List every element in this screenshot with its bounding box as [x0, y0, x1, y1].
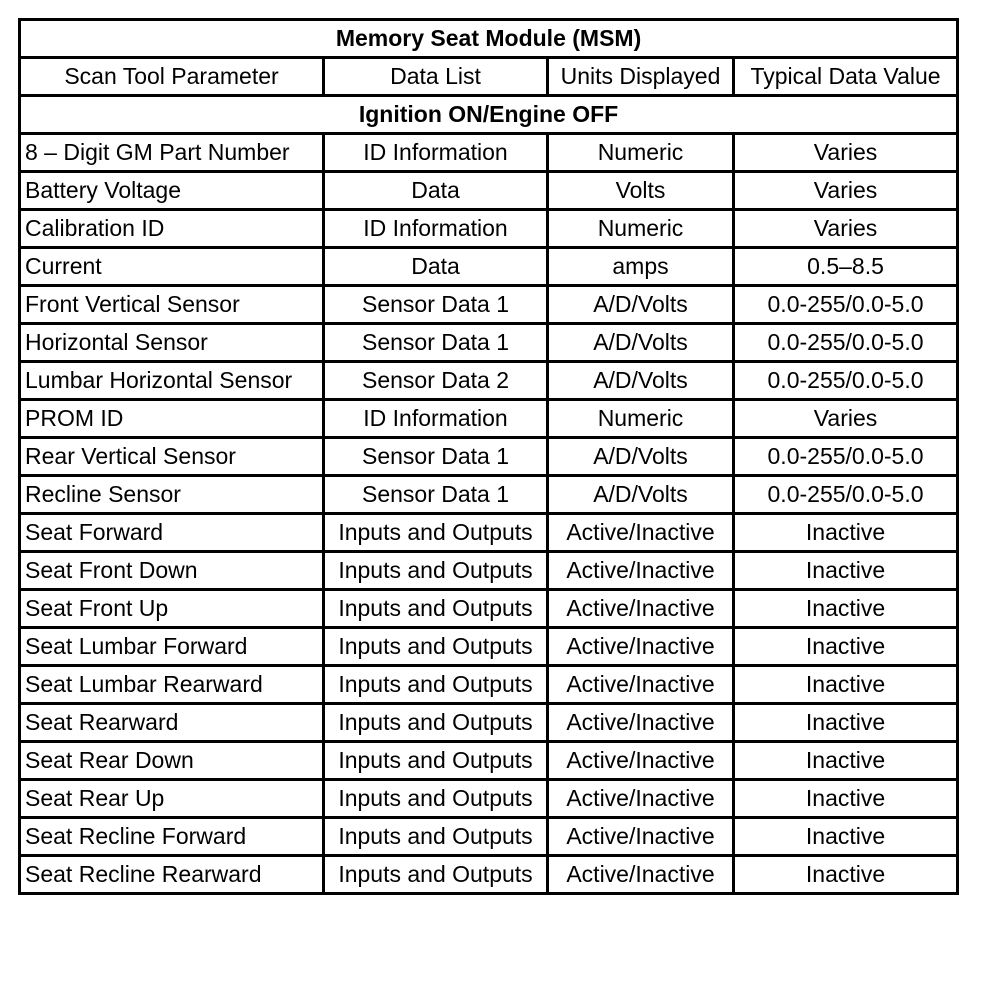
table-row — [20, 552, 958, 590]
cell-scan-tool-parameter: Seat Forward — [20, 514, 324, 552]
header-row — [20, 58, 958, 96]
cell-data-list: Sensor Data 1 — [324, 286, 548, 324]
cell-data-list: ID Information — [324, 134, 548, 172]
cell-typical-data-value: Inactive — [734, 704, 958, 742]
cell-scan-tool-parameter: Seat Front Up — [20, 590, 324, 628]
cell-typical-data-value: Inactive — [734, 856, 958, 894]
cell-units-displayed: Active/Inactive — [548, 590, 734, 628]
table-row — [20, 590, 958, 628]
table-body — [20, 96, 958, 894]
cell-units-displayed: Numeric — [548, 134, 734, 172]
cell-typical-data-value: Varies — [734, 172, 958, 210]
cell-data-list: Inputs and Outputs — [324, 780, 548, 818]
cell-scan-tool-parameter: Current — [20, 248, 324, 286]
cell-data-list: Sensor Data 1 — [324, 324, 548, 362]
cell-typical-data-value: 0.0-255/0.0-5.0 — [734, 476, 958, 514]
memory-seat-module-table — [18, 18, 959, 895]
cell-typical-data-value: Inactive — [734, 818, 958, 856]
cell-units-displayed: Active/Inactive — [548, 856, 734, 894]
cell-typical-data-value: 0.0-255/0.0-5.0 — [734, 362, 958, 400]
cell-units-displayed: Active/Inactive — [548, 818, 734, 856]
table-title: Memory Seat Module (MSM) — [20, 20, 958, 58]
cell-data-list: Inputs and Outputs — [324, 552, 548, 590]
cell-scan-tool-parameter: Lumbar Horizontal Sensor — [20, 362, 324, 400]
cell-scan-tool-parameter: Seat Rear Down — [20, 742, 324, 780]
cell-scan-tool-parameter: Rear Vertical Sensor — [20, 438, 324, 476]
cell-typical-data-value: Inactive — [734, 552, 958, 590]
cell-data-list: Inputs and Outputs — [324, 514, 548, 552]
section-heading: Ignition ON/Engine OFF — [20, 96, 958, 134]
table-row — [20, 362, 958, 400]
cell-data-list: ID Information — [324, 400, 548, 438]
cell-typical-data-value: 0.5–8.5 — [734, 248, 958, 286]
table-row — [20, 818, 958, 856]
cell-scan-tool-parameter: Seat Rearward — [20, 704, 324, 742]
cell-typical-data-value: 0.0-255/0.0-5.0 — [734, 324, 958, 362]
cell-scan-tool-parameter: Seat Recline Forward — [20, 818, 324, 856]
cell-typical-data-value: Inactive — [734, 514, 958, 552]
table-row — [20, 400, 958, 438]
cell-data-list: Inputs and Outputs — [324, 856, 548, 894]
cell-units-displayed: Numeric — [548, 210, 734, 248]
header-scan-tool-parameter: Scan Tool Parameter — [20, 58, 324, 96]
cell-units-displayed: A/D/Volts — [548, 476, 734, 514]
cell-units-displayed: Active/Inactive — [548, 704, 734, 742]
cell-units-displayed: A/D/Volts — [548, 286, 734, 324]
cell-typical-data-value: Inactive — [734, 628, 958, 666]
cell-typical-data-value: Varies — [734, 400, 958, 438]
cell-units-displayed: Active/Inactive — [548, 628, 734, 666]
cell-data-list: Sensor Data 1 — [324, 476, 548, 514]
table-row — [20, 172, 958, 210]
cell-data-list: Inputs and Outputs — [324, 590, 548, 628]
table-row — [20, 476, 958, 514]
cell-scan-tool-parameter: PROM ID — [20, 400, 324, 438]
header-typical-data-value: Typical Data Value — [734, 58, 958, 96]
cell-units-displayed: Numeric — [548, 400, 734, 438]
table-row — [20, 666, 958, 704]
cell-units-displayed: A/D/Volts — [548, 362, 734, 400]
cell-units-displayed: Active/Inactive — [548, 666, 734, 704]
cell-scan-tool-parameter: Seat Front Down — [20, 552, 324, 590]
cell-scan-tool-parameter: Seat Rear Up — [20, 780, 324, 818]
cell-data-list: Inputs and Outputs — [324, 818, 548, 856]
cell-data-list: Inputs and Outputs — [324, 666, 548, 704]
cell-units-displayed: A/D/Volts — [548, 438, 734, 476]
cell-units-displayed: Active/Inactive — [548, 514, 734, 552]
cell-data-list: Inputs and Outputs — [324, 628, 548, 666]
cell-scan-tool-parameter: 8 – Digit GM Part Number — [20, 134, 324, 172]
cell-scan-tool-parameter: Front Vertical Sensor — [20, 286, 324, 324]
cell-typical-data-value: Inactive — [734, 590, 958, 628]
cell-units-displayed: amps — [548, 248, 734, 286]
title-row — [20, 20, 958, 58]
cell-scan-tool-parameter: Calibration ID — [20, 210, 324, 248]
cell-scan-tool-parameter: Seat Lumbar Rearward — [20, 666, 324, 704]
cell-data-list: Sensor Data 1 — [324, 438, 548, 476]
header-units-displayed: Units Displayed — [548, 58, 734, 96]
cell-data-list: Inputs and Outputs — [324, 704, 548, 742]
table-row — [20, 286, 958, 324]
cell-units-displayed: Active/Inactive — [548, 552, 734, 590]
cell-typical-data-value: 0.0-255/0.0-5.0 — [734, 438, 958, 476]
table-row — [20, 780, 958, 818]
cell-scan-tool-parameter: Recline Sensor — [20, 476, 324, 514]
table-row — [20, 438, 958, 476]
header-data-list: Data List — [324, 58, 548, 96]
cell-units-displayed: Active/Inactive — [548, 780, 734, 818]
cell-data-list: Data — [324, 172, 548, 210]
cell-scan-tool-parameter: Seat Lumbar Forward — [20, 628, 324, 666]
cell-data-list: Data — [324, 248, 548, 286]
cell-typical-data-value: Inactive — [734, 780, 958, 818]
table-row — [20, 210, 958, 248]
cell-typical-data-value: Varies — [734, 210, 958, 248]
table-row — [20, 324, 958, 362]
cell-typical-data-value: 0.0-255/0.0-5.0 — [734, 286, 958, 324]
table-row — [20, 514, 958, 552]
cell-typical-data-value: Inactive — [734, 742, 958, 780]
table-row — [20, 248, 958, 286]
table-row — [20, 856, 958, 894]
table-row — [20, 134, 958, 172]
section-row — [20, 96, 958, 134]
cell-data-list: Sensor Data 2 — [324, 362, 548, 400]
table-row — [20, 704, 958, 742]
cell-data-list: Inputs and Outputs — [324, 742, 548, 780]
table-row — [20, 628, 958, 666]
cell-typical-data-value: Varies — [734, 134, 958, 172]
cell-scan-tool-parameter: Horizontal Sensor — [20, 324, 324, 362]
cell-scan-tool-parameter: Seat Recline Rearward — [20, 856, 324, 894]
cell-typical-data-value: Inactive — [734, 666, 958, 704]
cell-data-list: ID Information — [324, 210, 548, 248]
cell-scan-tool-parameter: Battery Voltage — [20, 172, 324, 210]
table-row — [20, 742, 958, 780]
cell-units-displayed: Volts — [548, 172, 734, 210]
cell-units-displayed: A/D/Volts — [548, 324, 734, 362]
cell-units-displayed: Active/Inactive — [548, 742, 734, 780]
